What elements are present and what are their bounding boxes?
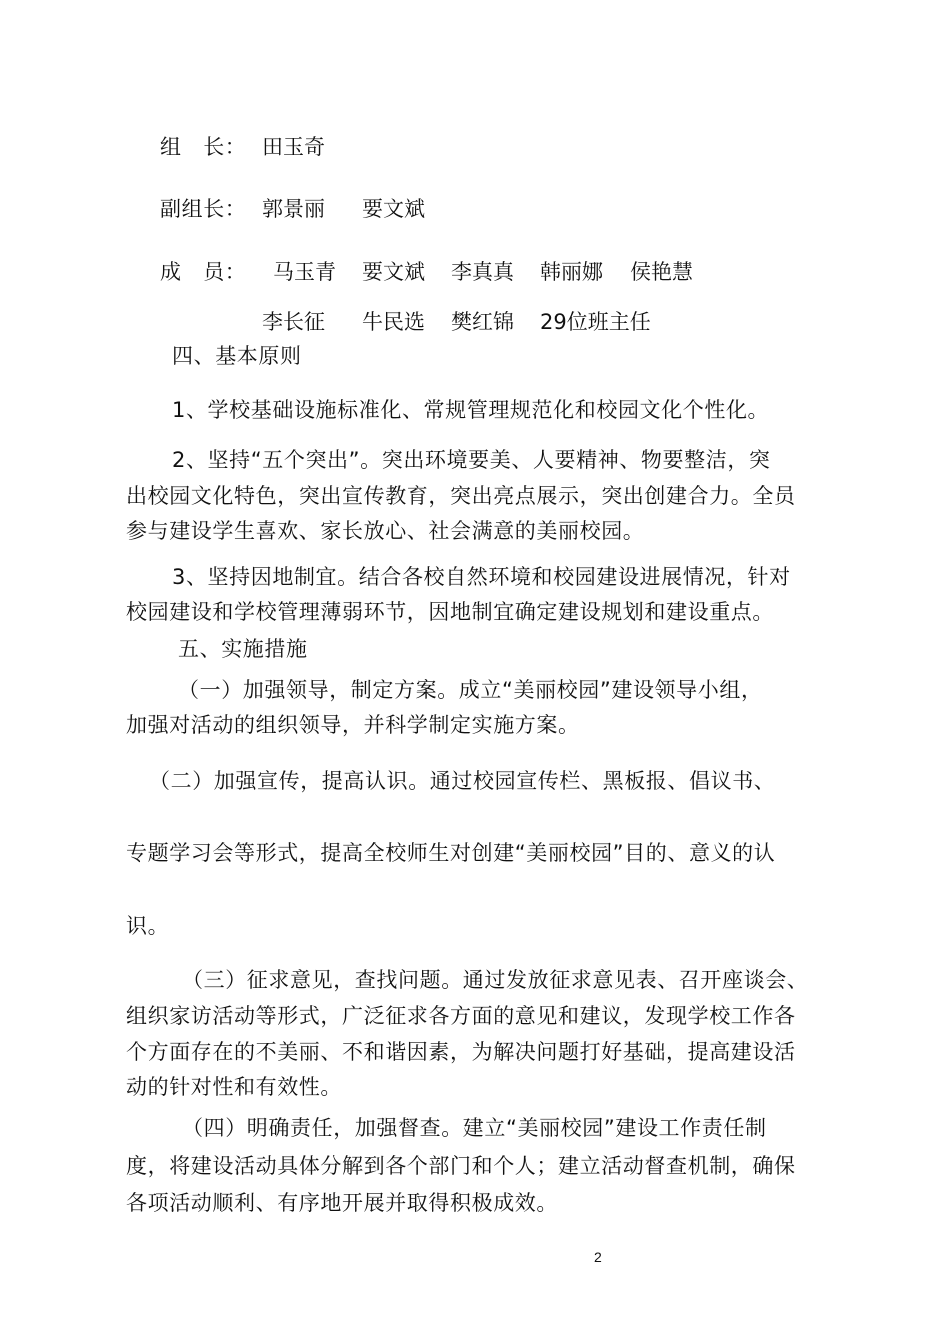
member-name: 李长征 — [262, 310, 325, 334]
page-number: 2 — [594, 1249, 602, 1265]
leader-label: 组 长： — [160, 135, 247, 159]
member-name: 要文斌 — [362, 260, 425, 284]
section-heading: 五、实施措施 — [178, 637, 308, 661]
paragraph-line: 3、坚持因地制宜。结合各校自然环境和校园建设进展情况，针对 — [172, 565, 791, 589]
paragraph-line: 个方面存在的不美丽、不和谐因素，为解决问题打好基础，提高建设活 — [126, 1040, 796, 1064]
paragraph-line: （一）加强领导，制定方案。成立“美丽校园”建设领导小组， — [178, 678, 763, 702]
paragraph-line: 识。 — [126, 914, 170, 938]
paragraph-line: 1、学校基础设施标准化、常规管理规范化和校园文化个性化。 — [172, 398, 770, 422]
paragraph-line: 度，将建设活动具体分解到各个部门和个人；建立活动督查机制，确保 — [126, 1154, 796, 1178]
paragraph-line: 加强对活动的组织领导，并科学制定实施方案。 — [126, 713, 580, 737]
member-name: 樊红锦 — [451, 310, 514, 334]
paragraph-line: 动的针对性和有效性。 — [126, 1075, 342, 1099]
member-name: 韩丽娜 — [540, 260, 603, 284]
member-name: 29位班主任 — [540, 310, 651, 334]
paragraph-line: （三）征求意见，查找问题。通过发放征求意见表、召开座谈会、 — [182, 968, 809, 992]
paragraph-line: 参与建设学生喜欢、家长放心、社会满意的美丽校园。 — [126, 519, 645, 543]
section-heading: 四、基本原则 — [172, 344, 302, 368]
leader-name: 田玉奇 — [262, 135, 325, 159]
paragraph-line: 组织家访活动等形式，广泛征求各方面的意见和建议，发现学校工作各 — [126, 1004, 796, 1028]
paragraph-line: 出校园文化特色，突出宣传教育，突出亮点展示，突出创建合力。全员 — [126, 484, 796, 508]
paragraph-line: 专题学习会等形式，提高全校师生对创建“美丽校园”目的、意义的认 — [126, 841, 776, 865]
deputy-label: 副组长： — [160, 197, 247, 221]
member-name: 侯艳慧 — [630, 260, 693, 284]
deputy-name: 郭景丽 — [262, 197, 325, 221]
paragraph-line: （二）加强宣传，提高认识。通过校园宣传栏、黑板报、倡议书、 — [149, 769, 776, 793]
member-name: 马玉青 — [273, 260, 336, 284]
member-name: 牛民选 — [362, 310, 425, 334]
paragraph-line: 各项活动顺利、有序地开展并取得积极成效。 — [126, 1191, 558, 1215]
paragraph-line: 校园建设和学校管理薄弱环节，因地制宜确定建设规划和建设重点。 — [126, 600, 774, 624]
members-label: 成 员： — [160, 260, 247, 284]
member-name: 李真真 — [451, 260, 514, 284]
deputy-name: 要文斌 — [362, 197, 425, 221]
paragraph-line: （四）明确责任，加强督查。建立“美丽校园”建设工作责任制 — [182, 1116, 767, 1140]
paragraph-line: 2、坚持“五个突出”。突出环境要美、人要精神、物要整洁，突 — [172, 448, 771, 472]
